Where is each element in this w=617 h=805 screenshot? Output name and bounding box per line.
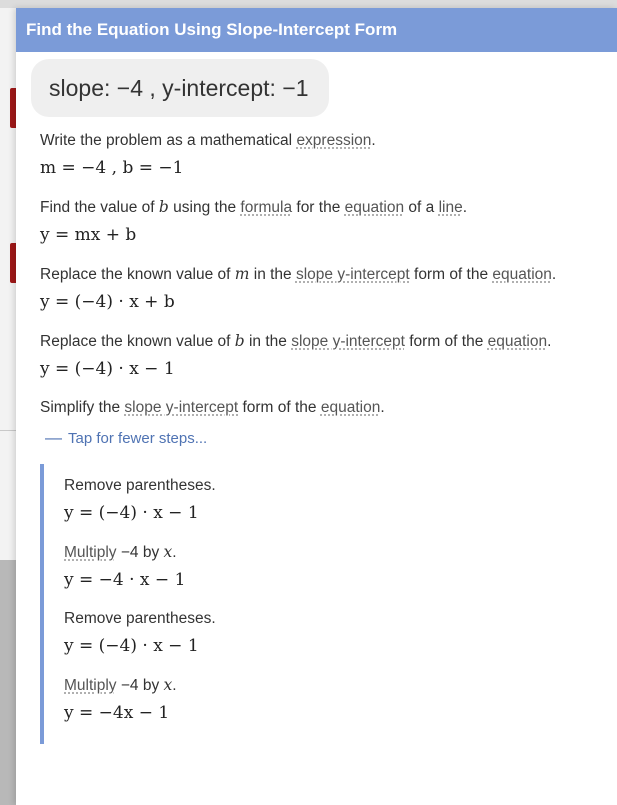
solution-modal [16,8,617,805]
step-text: . [371,132,376,149]
substep-math: y = −4x − 1 [64,703,170,723]
step-math: y = mx + b [40,225,137,245]
step-text: form of the [238,399,321,416]
modal-title: Find the Equation Using Slope-Intercept Form [26,20,398,39]
step-text: form of the [409,266,493,283]
variable: x [163,543,173,561]
substep-math: y = (−4) · x − 1 [64,636,199,656]
substep-2 [64,542,617,591]
step-description [40,131,617,151]
step-text: using the [168,199,241,216]
step-description [40,197,617,218]
background-divider [0,430,16,431]
step-text: for the [292,199,345,216]
step-text: . [172,677,177,694]
substep-4 [64,675,617,724]
step-text: −4 by [116,544,164,561]
step-text: Write the problem as a mathematical [40,132,297,149]
step-text: Simplify the [40,399,125,416]
step-text: . [172,544,177,561]
term-link-equation[interactable]: equation [487,333,548,350]
step-math: m = −4 , b = −1 [40,158,184,178]
substep-1 [64,476,617,524]
variable: b [234,332,245,350]
step-text: Find the value of [40,199,159,216]
step-2 [40,197,617,246]
term-link-formula[interactable]: formula [240,199,293,216]
modal-header [16,8,617,52]
substep-3 [64,609,617,657]
substep-description: Remove parentheses. [64,477,216,494]
step-text: in the [244,333,292,350]
step-description [40,331,617,352]
background-top-strip [0,0,617,8]
substep-description [64,542,617,563]
minus-icon: — [45,428,62,447]
step-description [40,264,617,285]
toggle-label: Tap for fewer steps... [68,429,208,447]
step-3 [40,264,617,313]
step-description [40,398,617,418]
substep-math: y = (−4) · x − 1 [64,503,199,523]
step-math: y = (−4) · x − 1 [40,359,175,379]
step-text: . [380,399,385,416]
step-text: of a [404,199,439,216]
variable: m [234,265,250,283]
term-link-multiply[interactable]: Multiply [64,544,117,561]
term-link-equation[interactable]: equation [320,399,381,416]
variable: x [163,676,173,694]
term-link-expression[interactable]: expression [296,132,372,149]
step-text: −4 by [116,677,164,694]
step-text: in the [249,266,296,283]
fewer-steps-toggle[interactable] [45,428,617,448]
term-link-slope-y-intercept[interactable]: slope y-intercept [124,399,239,416]
variable: b [158,198,169,216]
step-1 [40,131,617,179]
problem-statement: slope: −4 , y-intercept: −1 [31,59,329,117]
step-math: y = (−4) · x + b [40,292,175,312]
step-text: Replace the known value of [40,333,235,350]
solution-steps [16,131,617,744]
step-text: Replace the known value of [40,266,235,283]
substep-description [64,675,617,696]
term-link-equation[interactable]: equation [344,199,405,216]
step-text: form of the [404,333,488,350]
term-link-slope-y-intercept[interactable]: slope y-intercept [295,266,410,283]
substeps-panel [40,464,617,744]
step-text: . [462,199,468,216]
substep-description: Remove parentheses. [64,610,216,627]
term-link-multiply[interactable]: Multiply [64,677,117,694]
step-text: . [551,266,557,283]
step-4 [40,331,617,380]
step-text: . [547,333,552,350]
term-link-equation[interactable]: equation [492,266,552,283]
step-5 [40,398,617,418]
term-link-line[interactable]: line [438,199,463,216]
substep-math: y = −4 · x − 1 [64,570,186,590]
term-link-slope-y-intercept[interactable]: slope y-intercept [291,333,405,350]
background-panel [0,560,16,805]
